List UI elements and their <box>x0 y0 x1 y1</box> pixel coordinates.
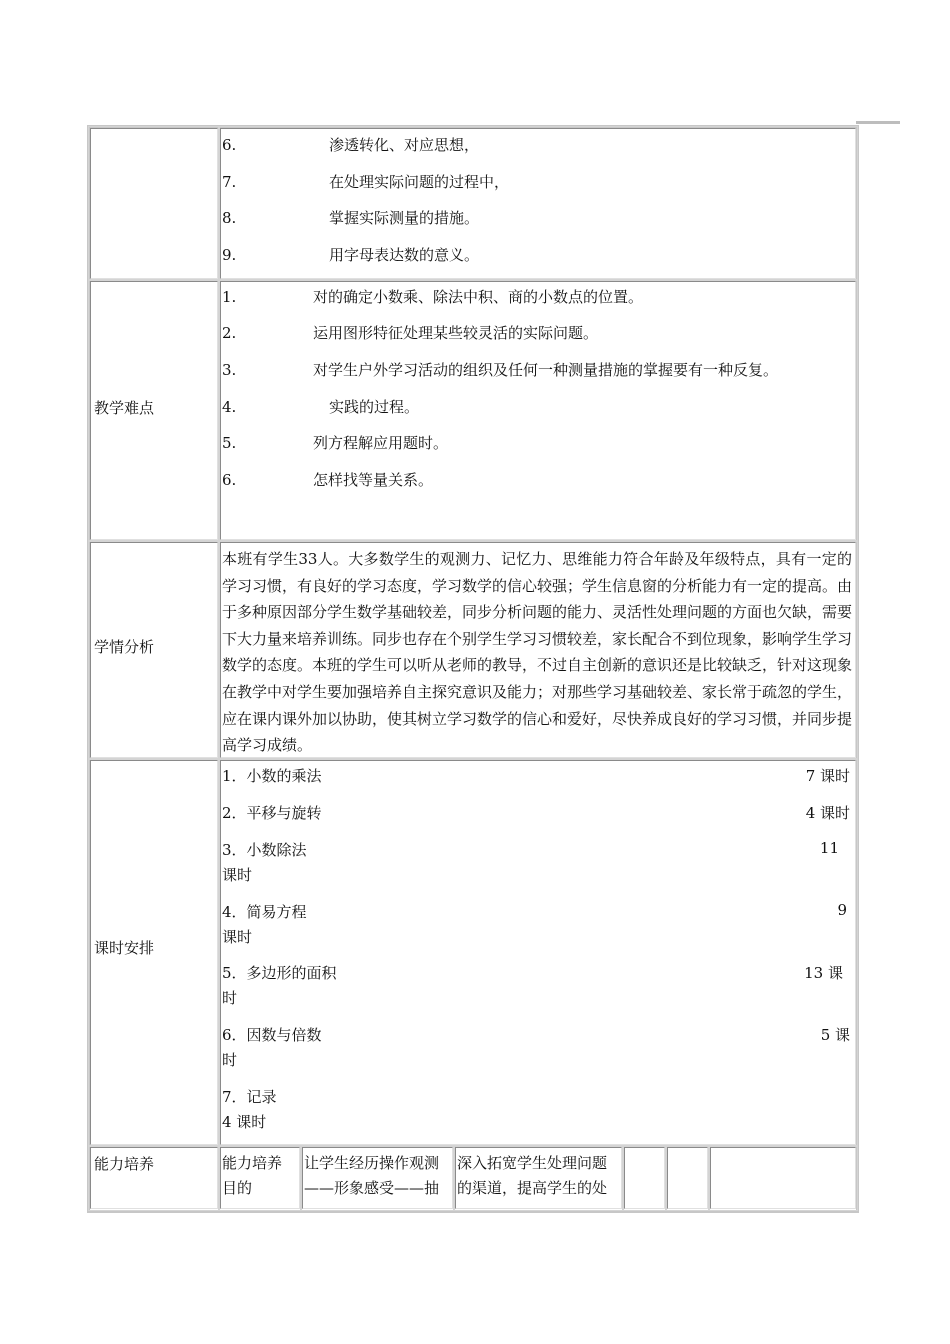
difficulties-label: 教学难点 <box>94 399 155 417</box>
ability-label: 能力培养 <box>94 1155 155 1173</box>
analysis-label: 学情分析 <box>94 638 155 656</box>
ability-col2-cell: 让学生经历操作观测 ——形象感受——抽 <box>302 1147 453 1209</box>
difficulties-content-cell: 1. 对的确定小数乘、除法中积、商的小数点的位置。 2. 运用图形特征处理某些较灵活的实际问题。 3. 对学生户外学习活动的组织及任何一种测量措施的掌握要有一种反复。 4. 实践的过程。 5. 列方程解应用题时。 6. 怎样找等量关系。 <box>220 281 856 540</box>
ability-label-cell <box>90 1147 218 1209</box>
ability-empty-cell <box>710 1147 856 1209</box>
ability-empty-cell <box>624 1147 665 1209</box>
schedule-item: 4．简易方程 9 课时 <box>222 901 847 946</box>
divider-line <box>856 121 900 124</box>
schedule-label: 课时安排 <box>94 939 155 957</box>
ability-col1-cell: 能力培养 目的 <box>220 1147 300 1209</box>
row1-content-cell: 6. 渗透转化、对应思想， 7. 在处理实际问题的过程中， 8. 掌握实际测量的措施。 9. 用字母表达数的意义。 <box>220 128 856 279</box>
schedule-item: 1．小数的乘法 7 课时 <box>222 767 850 785</box>
analysis-paragraph: 本班有学生33人。大多数学生的观测力、记忆力、思维能力符合年龄及年级特点，具有一定的学习习惯，有良好的学习态度，学习数学的信心较强；学生信息窗的分析能力有一定的提高。由于多种原因部分学生数学基础较差，同步分析问题的能力、灵活性处理问题的方面也欠缺，需要下大力量来培养训练。同步也存在个别学生学习习惯较差，家长配合不到位现象，影响学生学习数学的态度。本班的学生可以听从老师的教导，不过自主创新的意识还是比较缺乏，针对这现象在教学中对学生要加强培养自主探究意识及能力；对那些学习基础较差、家长常于疏忽的学生，应在课内课外加以协助，使其树立学习数学的信心和爱好，尽快养成良好的学习习惯，并同步提高学习成绩。 <box>222 550 853 755</box>
schedule-item: 3．小数除法 11 课时 <box>222 839 839 884</box>
schedule-item: 6．因数与倍数 5 课 时 <box>222 1026 850 1069</box>
plan-table <box>87 125 859 1213</box>
schedule-content-cell <box>220 760 856 1145</box>
schedule-item: 7．记录 4 课时 <box>222 1088 277 1131</box>
ability-empty-cell <box>667 1147 708 1209</box>
ability-col3-cell: 深入拓宽学生处理问题 的渠道，提高学生的处 <box>455 1147 622 1209</box>
schedule-label-cell <box>90 760 218 1145</box>
schedule-item: 2．平移与旋转 4 课时 <box>222 804 850 822</box>
analysis-content-cell <box>220 542 856 758</box>
schedule-item: 5．多边形的面积 13 课 时 <box>222 964 843 1007</box>
row1-label-cell <box>90 128 218 279</box>
analysis-label-cell <box>90 542 218 758</box>
difficulties-label-cell <box>90 281 218 540</box>
